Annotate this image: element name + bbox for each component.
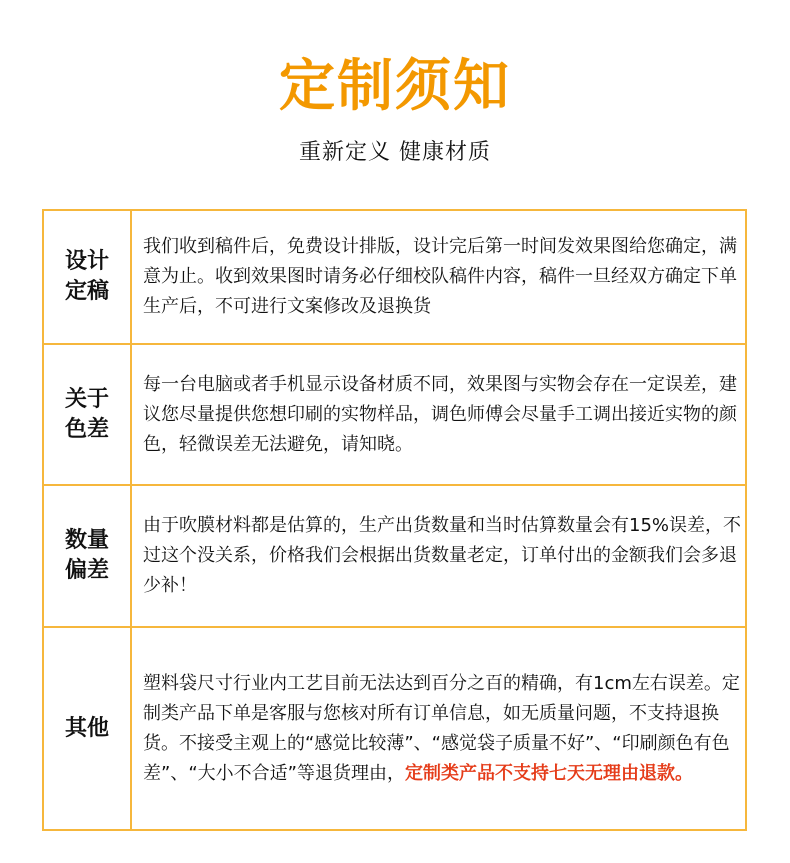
row-text-container (143, 669, 741, 789)
notice-row-color (44, 345, 745, 486)
row-label: 数量偏差 (64, 528, 109, 583)
row-label: 其他 (64, 715, 109, 741)
row-text: 由于吹膜材料都是估算的，生产出货数量和当时估算数量会有15%误差，不过这个没关系，价格我们会根据出货数量老定，订单付出的金额我们会多退少补！ (143, 515, 742, 596)
row-label-cell (44, 345, 132, 484)
row-text: 我们收到稿件后，免费设计排版，设计完后第一时间发效果图给您确定，满意为止。收到效果图时请务必仔细校队稿件内容，稿件一旦经双方确定下单生产后，不可进行文案修改及退换货 (143, 236, 737, 317)
row-content-cell (143, 628, 741, 829)
page-subtitle: 重新定义 健康材质 (299, 140, 491, 165)
row-content-cell (143, 486, 741, 626)
notice-row-design (44, 211, 745, 345)
row-label-cell (44, 628, 132, 829)
notice-table (42, 209, 747, 831)
row-text: 每一台电脑或者手机显示设备材质不同，效果图与实物会存在一定误差，建议您尽量提供您想印刷的实物样品，调色师傅会尽量手工调出接近实物的颜色，轻微误差无法避免，请知晓。 (143, 373, 737, 455)
page-title: 定制须知 (279, 54, 511, 119)
row-text: 塑料袋尺寸行业内工艺目前无法达到百分之百的精确，有1cm左右误差。定制类产品下单是客服与您核对所有订单信息，如无质量问题，不支持退换货。不接受主观上的“感觉比较薄”、“感觉袋子质量不好”、“印刷颜色有色差”、“大小不合适”等退货理由， (143, 672, 740, 784)
row-content-cell (143, 211, 741, 343)
row-label: 关于色差 (64, 386, 109, 442)
row-content-cell (143, 345, 741, 484)
refund-warning: 定制类产品不支持七天无理由退款。 (404, 762, 693, 784)
row-label: 设计定稿 (64, 249, 109, 304)
notice-row-other (44, 628, 745, 829)
row-label-cell (44, 486, 132, 626)
notice-row-quantity (44, 486, 745, 628)
row-label-cell (44, 211, 132, 343)
